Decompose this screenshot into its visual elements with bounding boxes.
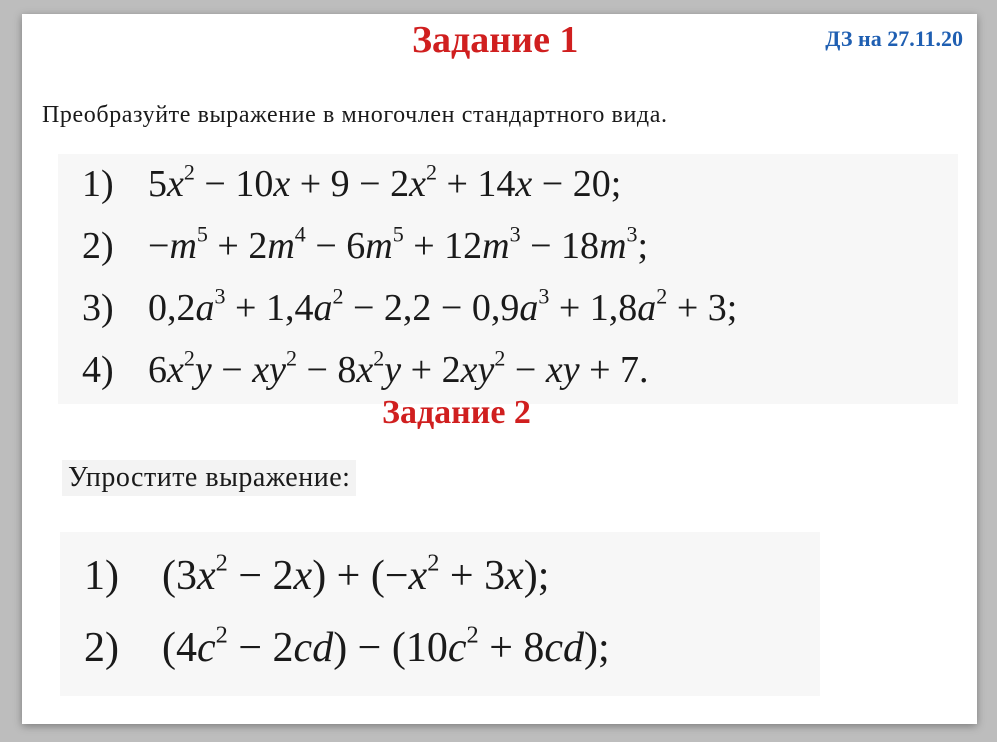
exercise-item — [82, 221, 649, 268]
task2-instruction: Упростите выражение: — [62, 460, 356, 496]
exercise-number: 2) — [82, 225, 114, 267]
exercise-number: 1) — [82, 163, 114, 205]
exercise-item — [82, 345, 649, 392]
task2-title: Задание 2 — [382, 394, 531, 431]
exercise-expression: $5x^2 - 10x + 9 - 2x^2 + 14x - 20$; — [148, 159, 622, 205]
homework-date-label: ДЗ на 27.11.20 — [825, 26, 963, 51]
exercise-number: 1) — [84, 553, 119, 599]
exercise-expression: $6x^2y - xy^2 - 8x^2y + 2xy^2$ − xy + 7. — [148, 345, 649, 391]
exercise-expression: $(3x^2 - 2x) + (-x^2 + 3x)$; — [162, 549, 550, 599]
task1-exercise-list — [58, 154, 958, 404]
exercise-number: 4) — [82, 349, 114, 391]
exercise-item — [84, 549, 550, 600]
task2-exercise-list — [60, 532, 820, 696]
exercise-expression: $-m^5 + 2m^4 - 6m^5 + 12m^3 - 18m^3$; — [148, 221, 649, 267]
exercise-item — [82, 283, 738, 330]
exercise-number: 3) — [82, 287, 114, 329]
exercise-expression: $(4c^2 - 2cd) - (10c^2 + 8cd)$; — [162, 621, 610, 671]
exercise-item — [84, 621, 610, 672]
exercise-number: 2) — [84, 625, 119, 671]
task1-instruction: Преобразуйте выражение в многочлен стандартного вида. — [42, 102, 668, 128]
slide — [22, 14, 977, 724]
task1-title: Задание 1 — [412, 19, 579, 61]
exercise-item — [82, 159, 622, 206]
exercise-expression: $0,2a^3 + 1,4a^2 - 2,2 - 0,9a^3 + 1,8a^2 + 3$; — [148, 283, 738, 329]
